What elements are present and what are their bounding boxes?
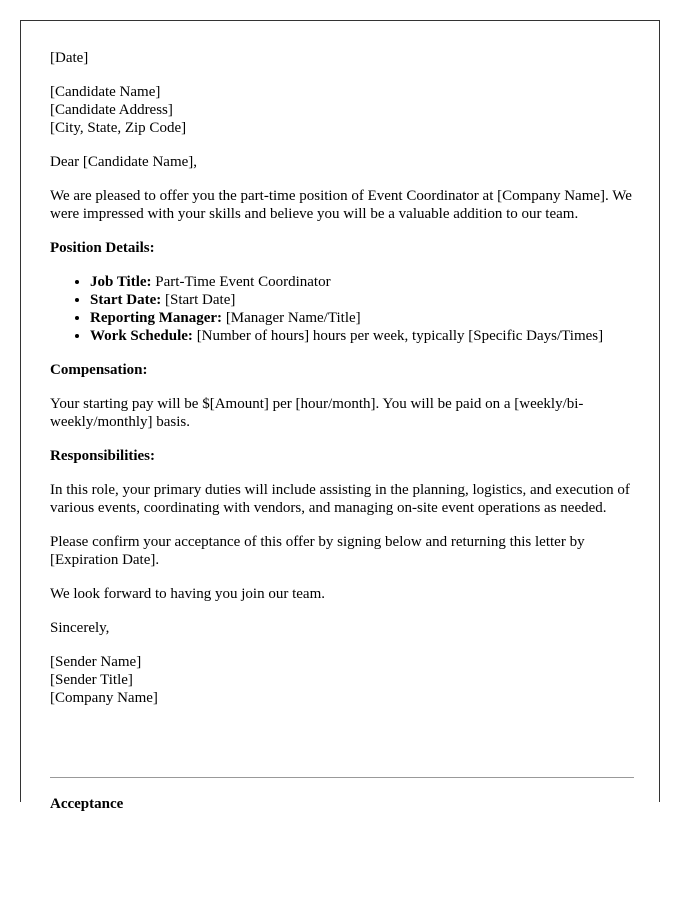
intro-paragraph: We are pleased to offer you the part-time position of Event Coordinator at [Company Name]. We were impressed with your skills and believe you will be a valuable addition to our team. [50, 188, 632, 222]
sender-name: [Sender Name] [50, 654, 142, 670]
list-item-work-schedule [90, 327, 634, 345]
responsibilities-heading: Responsibilities: [50, 448, 156, 464]
reporting-manager-value: [Manager Name/Title] [222, 310, 361, 326]
closing-note: We look forward to having you join our team. [50, 586, 325, 602]
confirm-paragraph: Please confirm your acceptance of this offer by signing below and returning this letter by [Expiration Date]. [50, 534, 585, 568]
candidate-name: [Candidate Name] [50, 84, 161, 100]
salutation: Dear [Candidate Name], [50, 154, 198, 170]
sender-title: [Sender Title] [50, 672, 133, 688]
reporting-manager-label: Reporting Manager: [90, 310, 223, 326]
list-item-start-date [90, 291, 634, 309]
list-item-reporting-manager [90, 309, 634, 327]
letter-page [20, 20, 660, 812]
start-date-label: Start Date: [90, 292, 162, 308]
job-title-label: Job Title: [90, 274, 152, 290]
start-date-value: [Start Date] [161, 292, 236, 308]
candidate-city-state-zip: [City, State, Zip Code] [50, 120, 187, 136]
acceptance-heading: Acceptance [50, 796, 124, 812]
list-item-job-title [90, 273, 634, 291]
compensation-heading: Compensation: [50, 362, 148, 378]
compensation-paragraph: Your starting pay will be $[Amount] per [hour/month]. You will be paid on a [weekly/bi-weekly/monthly] basis. [50, 396, 584, 430]
responsibilities-paragraph: In this role, your primary duties will include assisting in the planning, logistics, and execution of various events, coordinating with vendors, and managing on-site event operations as needed. [50, 482, 630, 516]
sign-off: Sincerely, [50, 620, 110, 636]
position-details-heading: Position Details: [50, 240, 155, 256]
job-title-value: Part-Time Event Coordinator [151, 274, 331, 290]
section-divider [50, 777, 634, 778]
work-schedule-label: Work Schedule: [90, 328, 193, 344]
position-details-list [50, 273, 634, 345]
work-schedule-value: [Number of hours] hours per week, typically [Specific Days/Times] [192, 328, 604, 344]
sender-company: [Company Name] [50, 690, 158, 706]
recipient-block [50, 83, 634, 137]
letter-date: [Date] [50, 50, 89, 66]
sender-block [50, 653, 634, 707]
letter-body [50, 49, 634, 723]
candidate-address: [Candidate Address] [50, 102, 173, 118]
